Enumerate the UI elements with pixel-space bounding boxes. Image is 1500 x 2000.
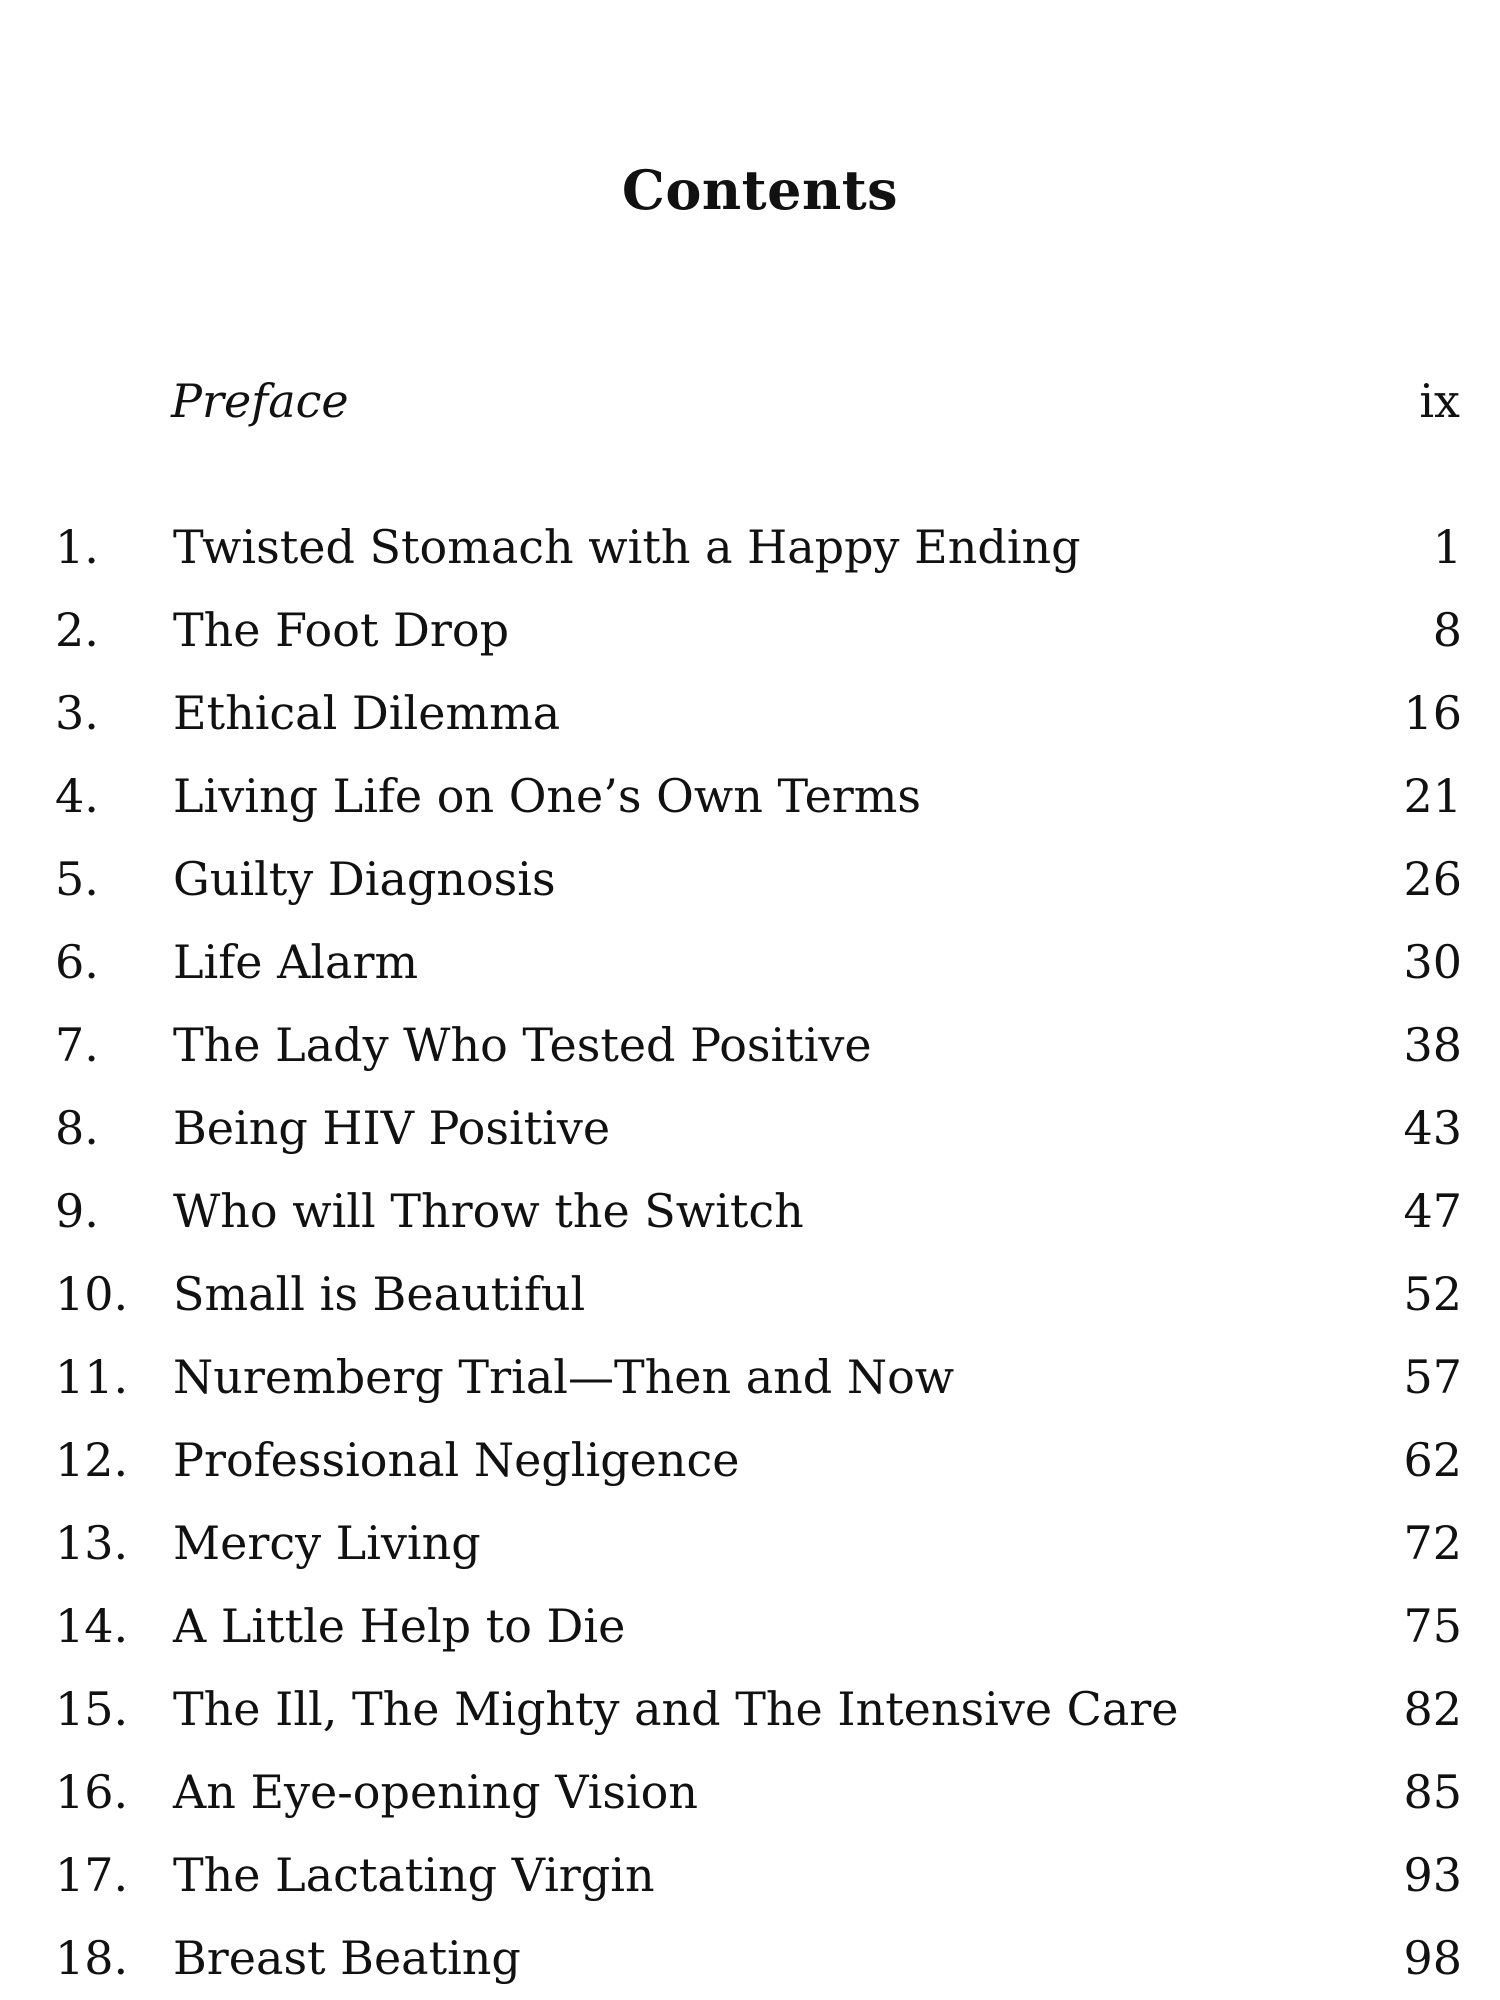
chapter-title: The Foot Drop xyxy=(173,603,510,657)
chapter-title: Guilty Diagnosis xyxy=(173,852,556,906)
chapter-page-number: 26 xyxy=(1403,852,1462,906)
toc-entry xyxy=(0,1259,1500,1329)
toc-entry xyxy=(0,1010,1500,1080)
chapter-number: 8. xyxy=(55,1101,99,1155)
chapter-title: Being HIV Positive xyxy=(173,1101,611,1155)
chapter-title: Mercy Living xyxy=(173,1516,481,1570)
toc-entry xyxy=(0,1093,1500,1163)
chapter-number: 4. xyxy=(55,769,99,823)
chapter-page-number: 82 xyxy=(1403,1682,1462,1736)
toc-entry xyxy=(0,927,1500,997)
chapter-title: Professional Negligence xyxy=(173,1433,740,1487)
toc-entry xyxy=(0,1840,1500,1910)
chapter-title: Small is Beautiful xyxy=(173,1267,586,1321)
chapter-number: 6. xyxy=(55,935,99,989)
chapter-number: 7. xyxy=(55,1018,99,1072)
chapter-page-number: 1 xyxy=(1432,520,1462,574)
chapter-title: Breast Beating xyxy=(173,1931,521,1985)
chapter-number: 2. xyxy=(55,603,99,657)
chapter-page-number: 52 xyxy=(1403,1267,1462,1321)
chapter-page-number: 16 xyxy=(1403,686,1462,740)
chapter-title: Nuremberg Trial—Then and Now xyxy=(173,1350,955,1404)
chapter-number: 5. xyxy=(55,852,99,906)
chapter-title: Twisted Stomach with a Happy Ending xyxy=(173,520,1081,574)
toc-entry xyxy=(0,761,1500,831)
chapter-page-number: 85 xyxy=(1403,1765,1462,1819)
chapter-title: An Eye-opening Vision xyxy=(173,1765,698,1819)
chapter-number: 3. xyxy=(55,686,99,740)
chapter-title: Life Alarm xyxy=(173,935,419,989)
chapter-page-number: 62 xyxy=(1403,1433,1462,1487)
toc-entry xyxy=(0,844,1500,914)
toc-entry xyxy=(0,678,1500,748)
chapter-number: 1. xyxy=(55,520,99,574)
chapter-number: 18. xyxy=(55,1931,129,1985)
chapter-number: 11. xyxy=(55,1350,129,1404)
chapter-number: 16. xyxy=(55,1765,129,1819)
chapter-page-number: 98 xyxy=(1403,1931,1462,1985)
toc-entry-preface xyxy=(0,366,1500,436)
preface-page-number: ix xyxy=(1419,374,1460,428)
toc-entry xyxy=(0,1923,1500,1993)
chapter-page-number: 30 xyxy=(1403,935,1462,989)
chapter-page-number: 21 xyxy=(1403,769,1462,823)
chapter-number: 17. xyxy=(55,1848,129,1902)
chapter-page-number: 57 xyxy=(1403,1350,1462,1404)
chapter-page-number: 47 xyxy=(1403,1184,1462,1238)
toc-entry xyxy=(0,1425,1500,1495)
toc-entry xyxy=(0,1757,1500,1827)
chapter-title: A Little Help to Die xyxy=(173,1599,626,1653)
toc-entry xyxy=(0,595,1500,665)
chapter-title: Living Life on One’s Own Terms xyxy=(173,769,922,823)
chapter-page-number: 43 xyxy=(1403,1101,1462,1155)
toc-entry xyxy=(0,1176,1500,1246)
chapter-title: The Lady Who Tested Positive xyxy=(173,1018,872,1072)
toc-entry xyxy=(0,1508,1500,1578)
page-title-text: Contents xyxy=(621,158,899,222)
chapter-number: 15. xyxy=(55,1682,129,1736)
chapter-title: The Lactating Virgin xyxy=(173,1848,655,1902)
chapter-number: 9. xyxy=(55,1184,99,1238)
chapter-page-number: 38 xyxy=(1403,1018,1462,1072)
toc-entry xyxy=(0,512,1500,582)
chapter-number: 10. xyxy=(55,1267,129,1321)
chapter-page-number: 72 xyxy=(1403,1516,1462,1570)
chapter-number: 14. xyxy=(55,1599,129,1653)
chapter-page-number: 8 xyxy=(1432,603,1462,657)
chapter-page-number: 75 xyxy=(1403,1599,1462,1653)
toc-entry xyxy=(0,1342,1500,1412)
preface-label: Preface xyxy=(171,374,349,428)
chapter-title: Ethical Dilemma xyxy=(173,686,561,740)
toc-entry xyxy=(0,1591,1500,1661)
chapter-title: Who will Throw the Switch xyxy=(173,1184,804,1238)
chapter-number: 13. xyxy=(55,1516,129,1570)
toc-entry xyxy=(0,1674,1500,1744)
chapter-number: 12. xyxy=(55,1433,129,1487)
chapter-page-number: 93 xyxy=(1403,1848,1462,1902)
chapter-title: The Ill, The Mighty and The Intensive Care xyxy=(173,1682,1179,1736)
